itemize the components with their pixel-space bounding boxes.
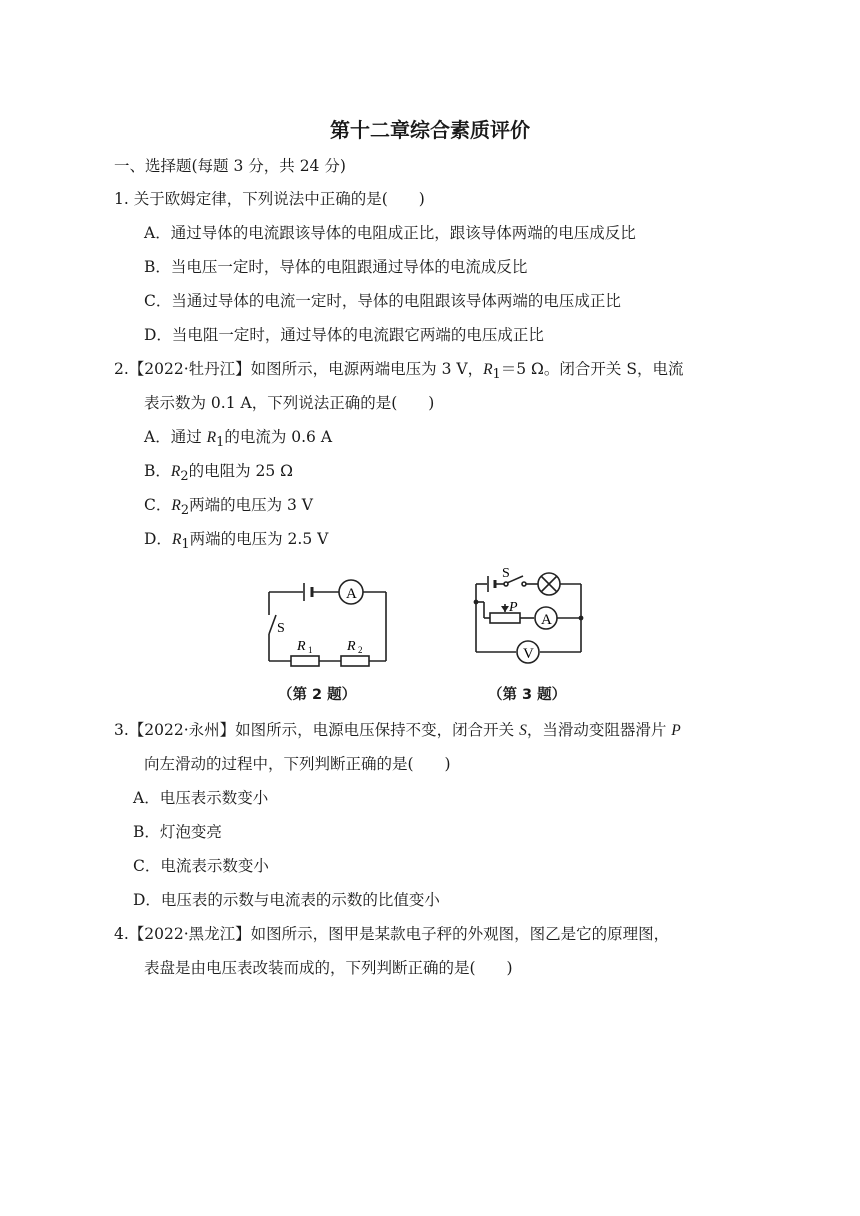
q3-prefix: 3.【2022·永州】如图所示，电源电压保持不变，闭合开关 [114,721,520,739]
question-2-stem-line-2: 表示数为 0.1 A，下列说法正确的是( ) [144,394,435,412]
q2-option-b-prefix: B． [144,462,171,480]
r2-subscript: 2 [180,503,190,519]
slider-symbol: P [671,722,681,739]
q2-option-c-text: 两端的电压为 3 V [189,496,313,514]
r1-label: R [297,639,306,654]
page-title: 第十二章综合素质评价 [330,118,530,142]
r1-label-sub: 1 [308,645,313,655]
q3-middle: ，当滑动变阻器滑片 [526,721,672,739]
figure-3-circuit-diagram [468,562,594,674]
question-2-option-d [144,528,328,556]
question-1-option-d: D．当电阻一定时，通过导体的电流跟它两端的电压成正比 [144,326,544,344]
question-1-option-c: C．当通过导体的电流一定时，导体的电阻跟该导体两端的电压成正比 [144,292,621,310]
question-1-option-a: A．通过导体的电流跟该导体的电阻成正比，跟该导体两端的电压成反比 [144,224,636,242]
question-4-stem-line-2: 表盘是由电压表改装而成的，下列判断正确的是( ) [144,959,513,977]
r2-subscript: 2 [180,469,189,485]
question-2-option-b [144,460,293,488]
slider-label: P [509,600,518,615]
ammeter-label: A [346,586,357,602]
question-3-stem-line-1 [114,719,681,742]
q2-option-a-text: 的电流为 0.6 A [224,428,333,446]
question-3-option-d: D．电压表的示数与电流表的示数的比值变小 [133,891,440,909]
switch-symbol: S [519,722,527,739]
r1-subscript: 1 [492,367,501,383]
r1-subscript: 1 [216,435,225,451]
question-1-option-b: B．当电压一定时，导体的电阻跟通过导体的电流成反比 [144,258,528,276]
figure-3-caption: （第 3 题） [488,687,567,703]
voltmeter-label: V [523,646,534,662]
question-2-stem-line-1 [114,358,683,386]
q2-option-a-prefix: A．通过 [144,428,207,446]
q2-prefix: 2.【2022·牡丹江】如图所示，电源两端电压为 3 V， [114,360,484,378]
switch-s [269,615,276,634]
r2-symbol: R [171,497,181,514]
resistor-r2 [341,656,369,666]
figure-2-circuit-diagram [255,570,405,670]
switch-label: S [502,566,510,581]
question-1-stem: 1. 关于欧姆定律，下列说法中正确的是( ) [114,190,425,208]
r2-label: R [347,639,356,654]
question-3-stem-line-2: 向左滑动的过程中，下列判断正确的是( ) [144,755,451,773]
r2-label-sub: 2 [358,645,363,655]
r1-symbol: R [483,361,493,378]
question-3-option-b: B．灯泡变亮 [133,823,222,841]
q2-option-c-prefix: C． [144,496,172,514]
section-heading: 一、选择题(每题 3 分，共 24 分) [114,157,346,175]
r2-symbol: R [170,463,181,480]
ammeter-label: A [541,612,552,628]
q2-suffix: ＝5 Ω。闭合开关 S，电流 [500,360,684,378]
figure-2-caption: （第 2 题） [278,687,357,703]
question-2-option-c [144,494,313,522]
resistor-r1 [291,656,319,666]
q2-option-b-text: 的电阻为 25 Ω [188,462,294,480]
question-3-option-a: A．电压表示数变小 [133,789,269,807]
r1-symbol: R [206,429,217,446]
question-3-option-c: C．电流表示数变小 [133,857,269,875]
question-4-stem-line-1: 4.【2022·黑龙江】如图所示，图甲是某款电子秤的外观图，图乙是它的原理图， [114,925,670,943]
q2-option-d-text: 两端的电压为 2.5 V [189,530,329,548]
switch-label: S [277,621,285,636]
question-2-option-a [144,426,332,454]
r1-symbol: R [171,531,182,548]
q2-option-d-prefix: D． [144,530,172,548]
r1-subscript: 1 [181,537,190,553]
